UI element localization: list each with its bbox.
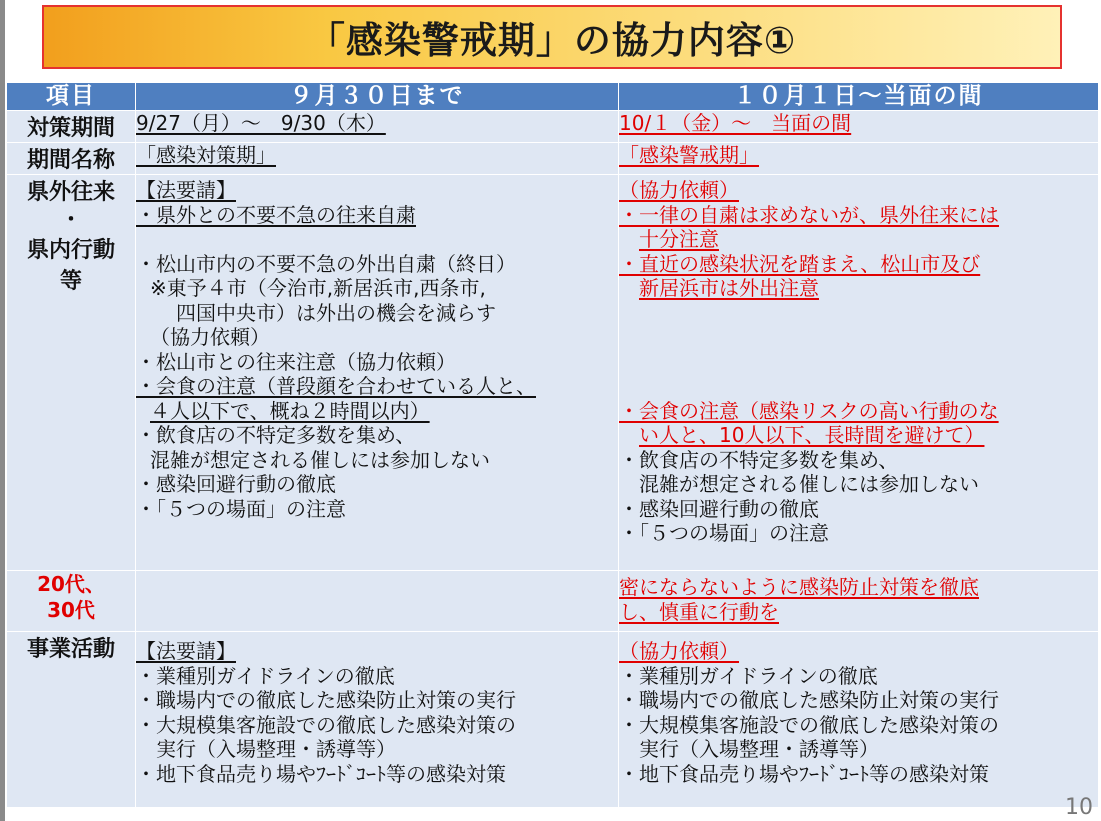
business-item: ・職場内での徹底した感染防止対策の実行: [136, 688, 516, 712]
travel-before-line: ・松山市内の不要不急の外出自粛（終日）: [136, 251, 516, 276]
business-item: ・職場内での徹底した感染防止対策の実行: [619, 688, 999, 712]
business-after-head: （協力依頼）: [619, 639, 739, 663]
travel-before-line: ※東予４市（今治市,新居浜市,西条市,: [150, 276, 486, 300]
travel-before-line: 四国中央市）は外出の機会を減らす: [176, 300, 496, 325]
business-item: ・大規模集客施設での徹底した感染対策の: [619, 712, 999, 737]
business-item: 実行（入場整理・誘導等）: [639, 737, 879, 761]
youth-after-line: し、慎重に行動を: [619, 599, 779, 624]
header-after: １０月１日～当面の間: [619, 83, 1099, 111]
travel-after-spacer: [619, 325, 1098, 350]
business-item: 実行（入場整理・誘導等）: [156, 737, 396, 761]
page-number: 10: [1065, 795, 1093, 820]
travel-before-line: ・会食の注意（普段顔を合わせている人と、: [136, 374, 536, 398]
row-youth: [7, 571, 1099, 632]
travel-before-line: ・飲食店の不特定多数を集め、: [136, 423, 416, 447]
label-travel-3: 県内行動: [26, 238, 115, 263]
left-edge-rule: [0, 0, 5, 821]
travel-after-spacer: [619, 350, 1098, 375]
travel-after-line: 新居浜市は外出注意: [639, 276, 819, 300]
business-before-head: 【法要請】: [136, 639, 236, 663]
business-item: ・業種別ガイドラインの徹底: [136, 663, 395, 688]
row-period: [7, 111, 1099, 143]
youth-after-line: 密にならないように感染防止対策を徹底: [619, 575, 979, 599]
label-business: 事業活動: [7, 632, 136, 808]
label-name: 期間名称: [7, 143, 136, 175]
business-item: ・地下食品売り場やﾌｰﾄﾞｺｰﾄ等の感染対策: [619, 761, 989, 786]
label-youth-1: 20代、: [37, 572, 105, 596]
travel-after-line: ・一律の自粛は求めないが、県外往来には: [619, 202, 999, 227]
travel-after-spacer: [619, 301, 1098, 326]
title-banner: [42, 5, 1062, 69]
travel-before: [136, 175, 619, 571]
travel-after-line: い人と、10人以下、長時間を避けて）: [639, 423, 985, 447]
row-business: [7, 632, 1099, 808]
travel-before-line: 【法要請】: [136, 178, 236, 202]
label-travel: [7, 175, 136, 571]
travel-after-line: 混雑が想定される催しには参加しない: [639, 472, 979, 496]
travel-before-line: ・松山市との往来注意（協力依頼）: [136, 349, 456, 374]
row-name: [7, 143, 1099, 175]
measures-table: [6, 82, 1099, 808]
label-travel-4: 等: [59, 269, 82, 294]
travel-after-spacer: [619, 374, 1098, 399]
business-before: [136, 632, 619, 808]
travel-after-line: 十分注意: [639, 227, 719, 251]
page-title: 「感染警戒期」の協力内容①: [307, 19, 797, 62]
name-before: 「感染対策期」: [136, 143, 276, 167]
header-row: [7, 83, 1099, 111]
header-item: 項目: [7, 83, 136, 111]
travel-before-line: 混雑が想定される催しには参加しない: [150, 447, 490, 472]
travel-after-line: ・会食の注意（感染リスクの高い行動のな: [619, 398, 999, 423]
travel-before-line: ・「５つの場面」の注意: [136, 496, 346, 521]
label-travel-2: ・: [61, 207, 81, 231]
business-item: ・業種別ガイドラインの徹底: [619, 663, 878, 688]
business-after: [619, 632, 1099, 808]
travel-after-line: ・直近の感染状況を踏まえ、松山市及び: [619, 251, 981, 276]
youth-before: [136, 571, 619, 632]
business-item: ・地下食品売り場やﾌｰﾄﾞｺｰﾄ等の感染対策: [136, 761, 506, 786]
name-after: 「感染警戒期」: [619, 143, 759, 167]
header-before: ９月３０日まで: [136, 83, 619, 111]
label-youth: [7, 571, 136, 632]
travel-after: [619, 175, 1099, 571]
travel-before-line: ４人以下で、概ね２時間以内）: [150, 398, 430, 423]
label-period: 対策期間: [7, 111, 136, 143]
label-travel-1: 県外往来: [26, 180, 115, 205]
travel-before-line: [136, 227, 618, 252]
youth-after: [619, 571, 1099, 632]
travel-after-line: （協力依頼）: [619, 178, 739, 202]
business-item: ・大規模集客施設での徹底した感染対策の: [136, 712, 516, 737]
period-after: 10/１（金）～ 当面の間: [619, 111, 852, 135]
travel-after-line: ・「５つの場面」の注意: [619, 521, 829, 545]
period-before: 9/27（月）～ 9/30（木）: [136, 111, 386, 135]
travel-after-line: ・感染回避行動の徹底: [619, 496, 819, 521]
label-youth-2: 30代: [47, 598, 95, 622]
travel-after-line: ・飲食店の不特定多数を集め、: [619, 447, 899, 472]
travel-before-line: （協力依頼）: [150, 325, 270, 349]
travel-before-line: ・県外との不要不急の往来自粛: [136, 202, 416, 227]
travel-before-line: ・感染回避行動の徹底: [136, 472, 336, 496]
row-travel: [7, 175, 1099, 571]
